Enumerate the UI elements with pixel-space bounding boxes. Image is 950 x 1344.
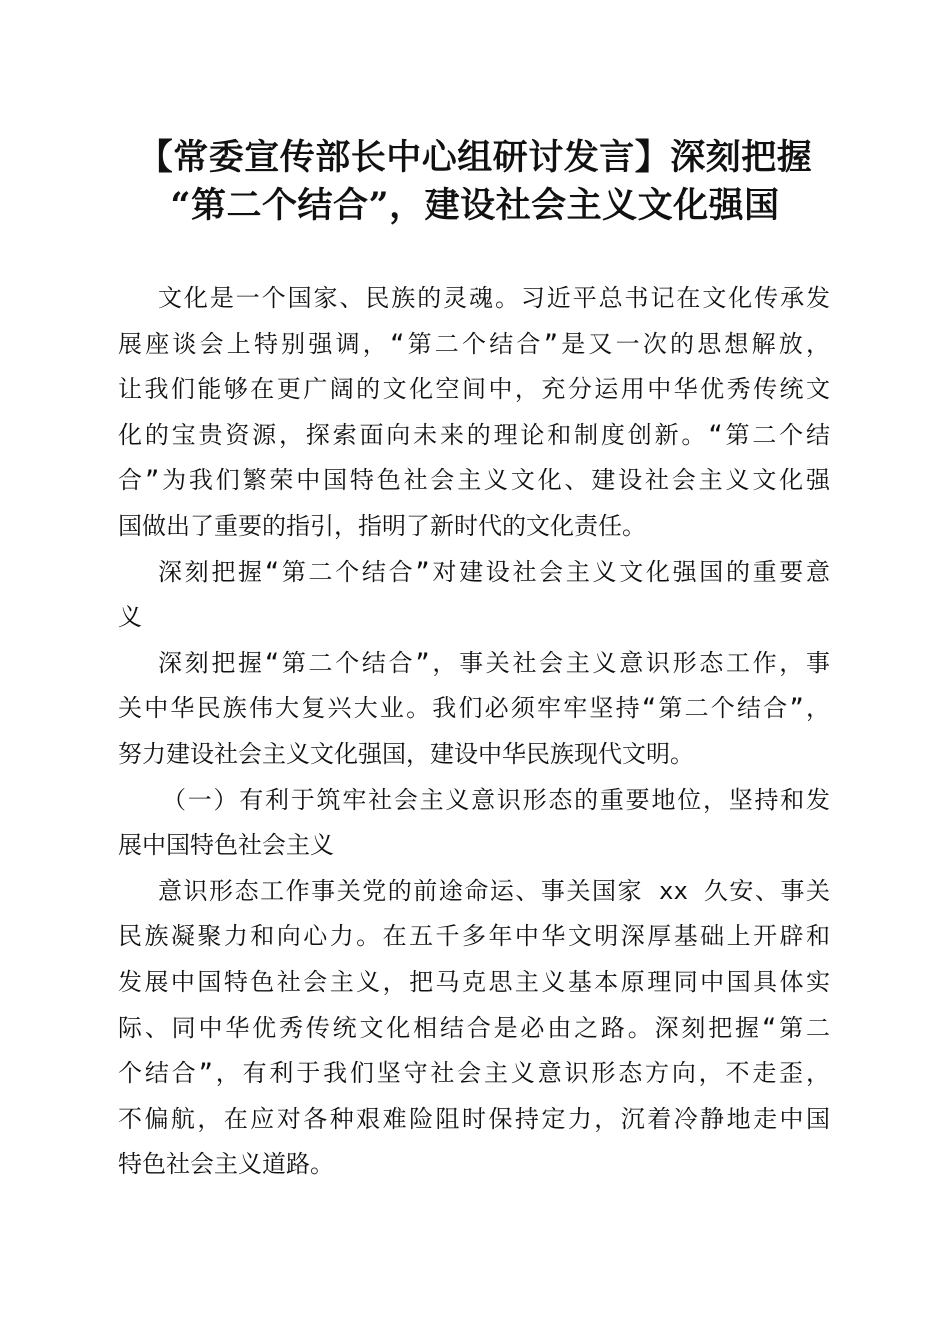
text-line: 深刻把握“第二个结合”，事关社会主义意识形态工作，事 [158,648,830,677]
text-line: （一）有利于筑牢社会主义意识形态的重要地位，坚持和发 [162,785,830,814]
text-line: 不偏航，在应对各种艰难险阻时保持定力，沉着冷静地走中国 [118,1104,830,1133]
title-line-1: 【常委宣传部长中心组研讨发言】深刻把握 [137,137,813,178]
document-title [100,134,850,230]
paragraph-section-heading [118,550,830,641]
text-line: 合”为我们繁荣中国特色社会主义文化、建设社会主义文化强 [118,466,830,495]
title-line-2: “第二个结合”，建设社会主义文化强国 [170,185,780,226]
text-line: 意识形态工作事关党的前途命运、事关国家 xx 久安、事关 [158,876,830,905]
paragraph-ideology [118,869,830,1188]
text-line: 际、同中华优秀传统文化相结合是必由之路。深刻把握“第二 [118,1013,830,1042]
text-line: 深刻把握“第二个结合”对建设社会主义文化强国的重要意 [158,557,830,586]
text-line: 特色社会主义道路。 [118,1150,334,1179]
document-body [118,276,830,1188]
text-line: 化的宝贵资源，探索面向未来的理论和制度创新。“第二个结 [118,420,830,449]
subheading-one [118,778,830,869]
text-line: 发展中国特色社会主义，把马克思主义基本原理同中国具体实 [118,967,830,996]
text-line: 让我们能够在更广阔的文化空间中，充分运用中华优秀传统文 [118,375,830,404]
paragraph-significance [118,641,830,778]
text-line: 文化是一个国家、民族的灵魂。习近平总书记在文化传承发 [158,284,830,312]
text-line: 展中国特色社会主义 [118,831,334,860]
text-line: 国做出了重要的指引，指明了新时代的文化责任。 [118,511,646,540]
text-line: 努力建设社会主义文化强国，建设中华民族现代文明。 [118,739,694,768]
text-line: 义 [118,603,142,632]
text-line: 关中华民族伟大复兴大业。我们必须牢牢坚持“第二个结合”， [118,694,830,723]
paragraph-intro [118,276,830,550]
text-line: 展座谈会上特别强调，“第二个结合”是又一次的思想解放， [118,329,830,358]
text-line: 民族凝聚力和向心力。在五千多年中华文明深厚基础上开辟和 [118,922,830,951]
text-line: 个结合”，有利于我们坚守社会主义意识形态方向，不走歪， [118,1059,830,1088]
